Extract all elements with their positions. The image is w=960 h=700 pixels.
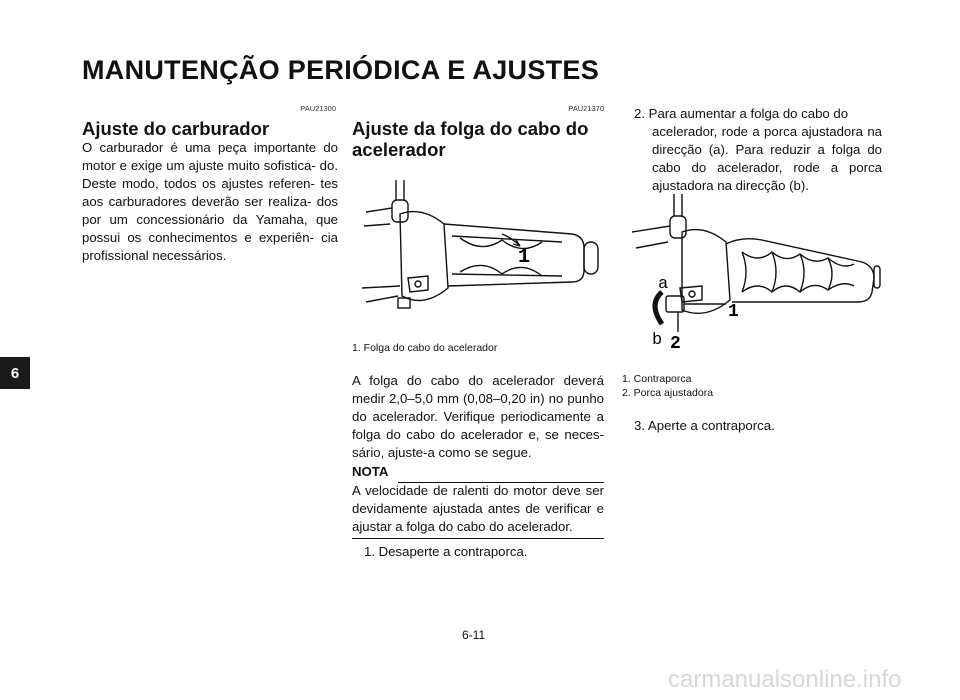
procedure-step-text: acelerador, rode a porca ajustadora na direcção (a). Para reduzir a folga do cabo do acelerador, rode a porca ajustadora na direcção (b). bbox=[652, 124, 882, 193]
page-number: 6-11 bbox=[462, 628, 486, 642]
direction-a-label: a bbox=[658, 275, 669, 294]
procedure-step: 2. Para aumentar a folga do cabo do bbox=[634, 106, 849, 121]
callout-label: 1 bbox=[518, 246, 531, 269]
section-code: PAU21370 bbox=[568, 104, 604, 113]
section-heading: Ajuste do carburador bbox=[82, 118, 270, 139]
section-heading bbox=[352, 118, 604, 160]
callout-label: 2 bbox=[670, 334, 681, 354]
section-heading-line: Ajuste da folga do cabo do bbox=[352, 118, 589, 139]
procedure-step: 1. Desaperte a contraporca. bbox=[364, 544, 528, 559]
note-rule-bottom bbox=[352, 538, 604, 539]
note-text: A velocidade de ralenti do motor deve ser devidamente ajustada antes de verificar e ajustar a folga do cabo do acelerador. bbox=[352, 483, 604, 534]
section-paragraph: A folga do cabo do acelerador deverá medir 2,0–5,0 mm (0,08–0,20 in) no punho do acelerador. Verifique periodicamente a folga do cabo do acelerador e, se neces- sário, ajuste-a como se segue. bbox=[352, 373, 604, 460]
procedure-step: 3. Aperte a contraporca. bbox=[634, 418, 775, 433]
chapter-tab: 6 bbox=[0, 357, 30, 389]
section-paragraph: O carburador é uma peça importante do motor e exige um ajuste muito sofistica- do. Deste modo, todos os ajustes referen- tes aos carburadores deverão ser realiza- dos por um concessionário da Yamaha, que possui os conhecimentos e experiên- cia profissional necessários. bbox=[82, 140, 338, 263]
figure-caption: 1. Contraporca bbox=[622, 373, 692, 385]
section-heading-line: acelerador bbox=[352, 139, 446, 160]
note-label: NOTA bbox=[352, 464, 389, 479]
page-header-title: MANUTENÇÃO PERIÓDICA E AJUSTES bbox=[82, 55, 600, 85]
direction-b-label: b bbox=[652, 331, 663, 350]
section-code: PAU21300 bbox=[300, 104, 336, 113]
throttle-grip-illustration bbox=[352, 178, 604, 336]
callout-label: 1 bbox=[728, 302, 739, 322]
figure-caption: 2. Porca ajustadora bbox=[622, 387, 714, 399]
figure-caption: 1. Folga do cabo do acelerador bbox=[352, 342, 498, 354]
watermark: carmanualsonline.info bbox=[668, 666, 902, 693]
cable-adjuster-illustration bbox=[622, 192, 882, 354]
